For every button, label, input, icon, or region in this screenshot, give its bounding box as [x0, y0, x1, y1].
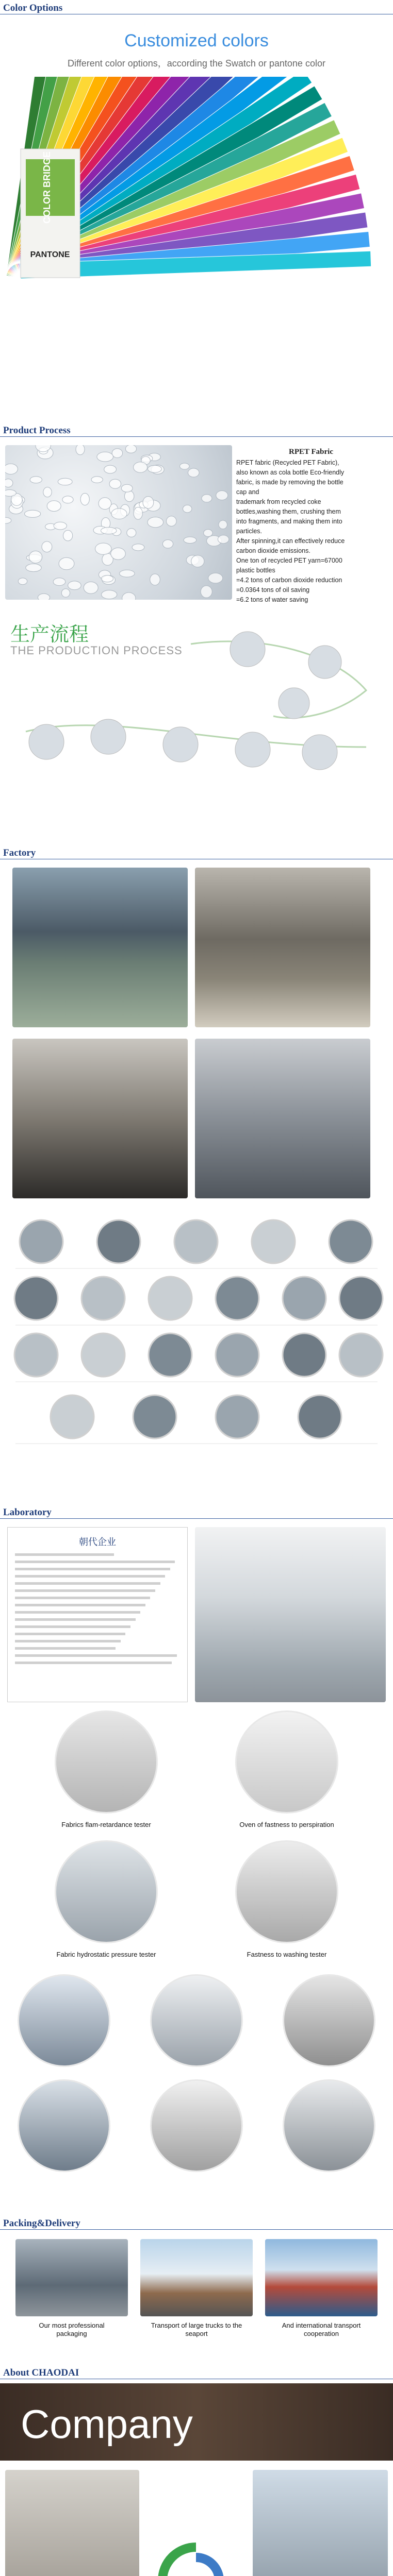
- factory-step-image: [81, 1333, 125, 1377]
- pellet: [122, 592, 136, 600]
- pellet: [61, 589, 70, 597]
- pellet: [5, 517, 11, 523]
- report-text-line: [15, 1568, 170, 1570]
- rpet-info-line: carbon dioxide emissions.: [236, 547, 310, 554]
- rpet-info-line: After spinning,it can effectively reduce: [236, 537, 345, 545]
- rpet-info-line: bottles,washing them, crushing them: [236, 508, 341, 515]
- pellet: [184, 537, 196, 544]
- pellet: [58, 478, 72, 485]
- pellet: [5, 490, 16, 497]
- factory-step-image: [298, 1395, 341, 1438]
- pellet: [47, 501, 61, 512]
- truck-caption: Transport of large trucks to the seaport: [151, 2321, 242, 2337]
- factory-process-flow-diagram: [0, 1211, 393, 1499]
- pellet: [134, 507, 142, 519]
- ship-image: [265, 2239, 378, 2316]
- pantone-brand: PANTONE: [30, 250, 70, 259]
- pellet: [148, 465, 162, 472]
- washing-tester-image: [235, 1840, 338, 1943]
- pellet: [134, 462, 148, 472]
- rpet-info-line: RPET fabric (Recycled PET Fabric),: [236, 459, 339, 466]
- factory-step-image: [149, 1333, 192, 1377]
- pellet: [150, 574, 160, 585]
- pellet: [127, 529, 136, 537]
- pellet: [18, 578, 27, 585]
- rpet-info-line: cap and: [236, 488, 259, 496]
- perspiration-oven-image: [235, 1710, 338, 1814]
- factory-step-image: [216, 1333, 259, 1377]
- factory-step-image: [81, 1277, 125, 1320]
- packing-item-1: [15, 2239, 128, 2338]
- pellet: [111, 509, 127, 519]
- test-report-image: [7, 1527, 188, 1702]
- pellet: [101, 527, 117, 534]
- company-collage: [0, 2465, 393, 2576]
- pellet: [216, 491, 228, 500]
- pellet: [167, 516, 177, 527]
- lab-tester-1: [39, 1710, 173, 1829]
- about-section: [0, 2365, 393, 2576]
- report-text-line: [15, 1625, 130, 1628]
- rpet-info-line: fabric, is made by removing the bottle: [236, 479, 343, 486]
- production-process-diagram: [5, 613, 388, 799]
- pellet: [42, 541, 52, 552]
- pellet: [112, 449, 122, 458]
- pellet: [162, 540, 173, 548]
- laboratory-room-image: [195, 1527, 386, 1702]
- color-options-title: Customized colors: [124, 31, 269, 50]
- rpet-info-line: into fragments, and making them into: [236, 518, 342, 525]
- lab-equipment-image-6: [283, 2079, 375, 2172]
- pellet: [102, 590, 117, 599]
- rpet-info-line: plastic bottles: [236, 567, 275, 574]
- pellet: [5, 464, 18, 474]
- factory-step-image: [174, 1220, 218, 1263]
- company-banner-title: Company: [21, 2401, 193, 2447]
- pellet: [183, 505, 192, 513]
- section-title-about: About CHAODAI: [0, 2365, 393, 2379]
- factory-step-image: [149, 1277, 192, 1320]
- pellet: [132, 544, 144, 551]
- packing-section: [0, 2215, 393, 2338]
- packaging-image: [15, 2239, 128, 2316]
- production-process-title-en: THE PRODUCTION PROCESS: [10, 644, 183, 657]
- report-text-line: [15, 1633, 125, 1635]
- report-text-line: [15, 1647, 116, 1650]
- pellet: [219, 520, 227, 529]
- lab-tester-2: [220, 1710, 354, 1829]
- pellet: [84, 582, 98, 594]
- pellet: [204, 530, 212, 537]
- pellet: [80, 493, 89, 505]
- flame-tester-caption: Fabrics flam-retardance tester: [61, 1821, 151, 1828]
- section-title-packing: Packing&Delivery: [0, 2215, 393, 2230]
- lab-equipment-image-1: [18, 1974, 110, 2067]
- pellet: [62, 496, 73, 503]
- company-building-image: [253, 2470, 388, 2576]
- company-office-image: [5, 2470, 139, 2576]
- rpet-info-line: =4.2 tons of carbon dioxide reduction: [236, 577, 342, 584]
- pellet: [95, 543, 111, 554]
- factory-step-image: [339, 1277, 383, 1320]
- laboratory-section: [0, 1504, 393, 2172]
- pellet: [111, 548, 126, 560]
- factory-step-image: [283, 1333, 326, 1377]
- lab-tester-4: [220, 1840, 354, 1959]
- pellet: [208, 573, 223, 583]
- factory-workshop-image: [195, 868, 370, 1027]
- report-text-line: [15, 1654, 177, 1657]
- pellet: [43, 487, 52, 497]
- pellet: [26, 564, 41, 571]
- pellet: [120, 570, 135, 577]
- factory-step-image: [133, 1395, 176, 1438]
- lab-equipment-image-4: [18, 2079, 110, 2172]
- rpet-info-title: RPET Fabric: [289, 448, 333, 456]
- section-title-factory: Factory: [0, 845, 393, 859]
- report-text-line: [15, 1582, 160, 1585]
- ship-caption: And international transport cooperation: [282, 2321, 361, 2337]
- lab-tester-3: [39, 1840, 173, 1959]
- factory-step-image: [216, 1395, 259, 1438]
- pellet: [76, 445, 85, 455]
- pellet: [180, 463, 190, 469]
- factory-dyeing-machine-image: [195, 1039, 370, 1198]
- color-options-subtitle: Different color options，according the Swatch or pantone color: [68, 58, 325, 69]
- fan-label: COLOR BRIDGE: [42, 151, 52, 224]
- report-text-line: [15, 1662, 172, 1664]
- factory-step-image: [97, 1220, 140, 1263]
- pellet: [53, 578, 66, 586]
- pellet: [91, 477, 103, 483]
- pellet: [109, 479, 121, 488]
- hydrostatic-tester-caption: Fabric hydrostatic pressure tester: [56, 1951, 156, 1958]
- factory-section: [0, 845, 393, 1499]
- pellet: [59, 557, 74, 570]
- report-text-line: [15, 1589, 155, 1592]
- rpet-info-line: trademark from recycled coke: [236, 498, 321, 505]
- factory-step-image: [216, 1277, 259, 1320]
- report-text-line: [15, 1618, 136, 1621]
- pantone-color-fan-image: [0, 77, 393, 283]
- production-process-title-cn: 生产流程: [10, 623, 89, 646]
- pellet: [218, 535, 228, 544]
- report-text-line: [15, 1640, 121, 1642]
- pellet: [143, 497, 154, 509]
- chaodai-logo: [150, 2542, 242, 2576]
- factory-step-image: [252, 1220, 295, 1263]
- report-text-line: [15, 1604, 145, 1606]
- pellet: [63, 530, 73, 541]
- pellet: [54, 522, 67, 530]
- pellet: [99, 498, 111, 510]
- color-options-section: [0, 0, 393, 283]
- rpet-info-line: =6.2 tons of water saving: [236, 596, 308, 603]
- section-title-color: Color Options: [0, 0, 393, 14]
- washing-tester-caption: Fastness to washing tester: [247, 1951, 327, 1958]
- pellet: [25, 510, 41, 517]
- rpet-info: [236, 445, 386, 605]
- report-text-line: [15, 1561, 175, 1563]
- factory-step-image: [14, 1277, 58, 1320]
- product-process-section: [0, 422, 393, 799]
- pellet: [201, 586, 212, 598]
- pellet: [29, 551, 42, 563]
- factory-step-image: [283, 1277, 326, 1320]
- pellet: [121, 484, 133, 492]
- pellet: [30, 477, 42, 483]
- factory-step-image: [20, 1220, 63, 1263]
- report-text-line: [15, 1553, 114, 1556]
- packing-item-2: [140, 2239, 253, 2338]
- section-title-lab: Laboratory: [0, 1504, 393, 1519]
- packaging-caption: Our most professional packaging: [39, 2321, 105, 2337]
- report-text-line: [15, 1611, 140, 1614]
- pellet: [38, 594, 50, 600]
- rpet-info-line: particles.: [236, 528, 263, 535]
- company-banner: [0, 2383, 393, 2461]
- test-report-company: 朝代企业: [79, 1537, 116, 1548]
- pellet: [97, 452, 113, 462]
- lab-equipment-image-3: [283, 1974, 375, 2067]
- pellet: [188, 468, 200, 477]
- factory-inspection-machine-image: [12, 1039, 188, 1198]
- report-text-line: [15, 1575, 165, 1578]
- rpet-info-line: also known as cola bottle Eco-friendly: [236, 469, 345, 476]
- factory-loom-hall-image: [12, 868, 188, 1027]
- pellet: [125, 445, 136, 453]
- pellet: [125, 491, 134, 502]
- pellet: [104, 465, 117, 473]
- pellet: [148, 517, 163, 528]
- rpet-info-line: =0.0364 tons of oil saving: [236, 586, 310, 594]
- packing-item-3: [265, 2239, 378, 2338]
- section-title-process: Product Process: [0, 422, 393, 437]
- lab-equipment-image-5: [150, 2079, 243, 2172]
- factory-step-image: [329, 1220, 372, 1263]
- factory-step-image: [51, 1395, 94, 1438]
- pellet: [202, 495, 212, 502]
- pellet: [68, 581, 81, 590]
- rpet-info-line: One ton of recycled PET yarn=67000: [236, 557, 342, 564]
- report-text-line: [15, 1597, 150, 1599]
- pellet: [102, 575, 113, 582]
- truck-image: [140, 2239, 253, 2316]
- pet-pellets-image: [5, 445, 232, 600]
- flame-tester-image: [55, 1710, 158, 1814]
- perspiration-oven-caption: Oven of fastness to perspiration: [239, 1821, 334, 1828]
- lab-equipment-image-2: [150, 1974, 243, 2067]
- factory-step-image: [14, 1333, 58, 1377]
- pellet: [191, 555, 204, 567]
- factory-step-image: [339, 1333, 383, 1377]
- hydrostatic-tester-image: [55, 1840, 158, 1943]
- pellet: [5, 479, 13, 487]
